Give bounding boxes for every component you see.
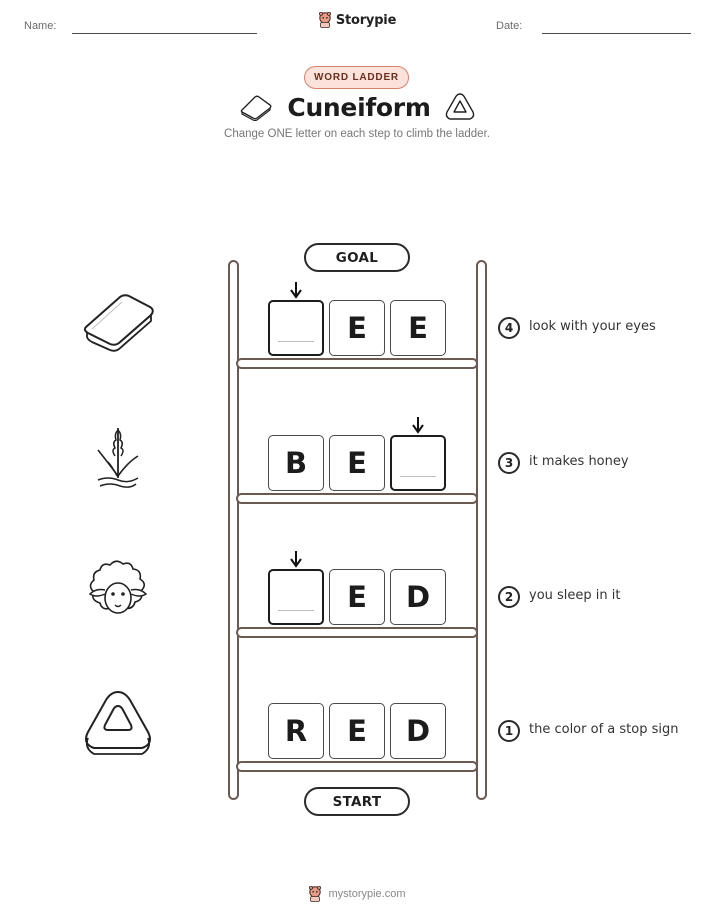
clay-tablet-icon: [239, 93, 273, 121]
letter-tile: E: [329, 435, 385, 491]
brand-logo: [0, 12, 714, 28]
step-clue: the color of a stop sign: [529, 722, 679, 737]
arrow-down-icon: [289, 281, 303, 299]
step-number: 2: [498, 586, 520, 608]
arrow-down-icon: [289, 550, 303, 568]
step-number: 1: [498, 720, 520, 742]
ladder-step-1: [0, 703, 714, 763]
worksheet-type-badge: WORD LADDER: [304, 66, 409, 89]
letter-tile: E: [329, 569, 385, 625]
triangle-stone-icon: [445, 92, 475, 122]
letter-tile-blank[interactable]: [268, 569, 324, 625]
brand-name: Storypie: [335, 12, 397, 28]
letter-tile: E: [390, 300, 446, 356]
start-label: START: [304, 787, 410, 816]
letter-tile: E: [329, 300, 385, 356]
step-clue: you sleep in it: [529, 588, 621, 603]
step-clue: it makes honey: [529, 454, 629, 469]
step-number: 4: [498, 317, 520, 339]
letter-tile: E: [329, 703, 385, 759]
page-title: Cuneiform: [287, 92, 431, 122]
triangle-stone-icon: [78, 688, 158, 768]
letter-tile-blank[interactable]: [390, 435, 446, 491]
clay-tablet-icon: [78, 285, 158, 365]
name-label: Name:: [24, 20, 57, 32]
sheep-icon: [78, 554, 158, 634]
letter-tile: B: [268, 435, 324, 491]
date-field[interactable]: [542, 33, 691, 34]
storypie-mascot-icon: [318, 12, 332, 28]
date-label: Date:: [496, 20, 523, 32]
ladder-step-2: [0, 569, 714, 629]
wheat-plant-icon: [78, 420, 158, 500]
letter-tile: D: [390, 703, 446, 759]
storypie-mascot-icon: [308, 886, 322, 902]
step-number: 3: [498, 452, 520, 474]
letter-tile: D: [390, 569, 446, 625]
instructions: Change ONE letter on each step to climb the ladder.: [224, 128, 490, 140]
step-clue: look with your eyes: [529, 319, 656, 334]
goal-label: GOAL: [304, 243, 410, 272]
title-row: [0, 92, 714, 122]
arrow-down-icon: [411, 416, 425, 434]
footer-url[interactable]: mystorypie.com: [328, 888, 406, 900]
ladder-step-3: [0, 435, 714, 495]
letter-tile-blank[interactable]: [268, 300, 324, 356]
ladder-step-4: [0, 300, 714, 360]
letter-tile: R: [268, 703, 324, 759]
name-field[interactable]: [72, 33, 257, 34]
footer: [0, 886, 714, 902]
